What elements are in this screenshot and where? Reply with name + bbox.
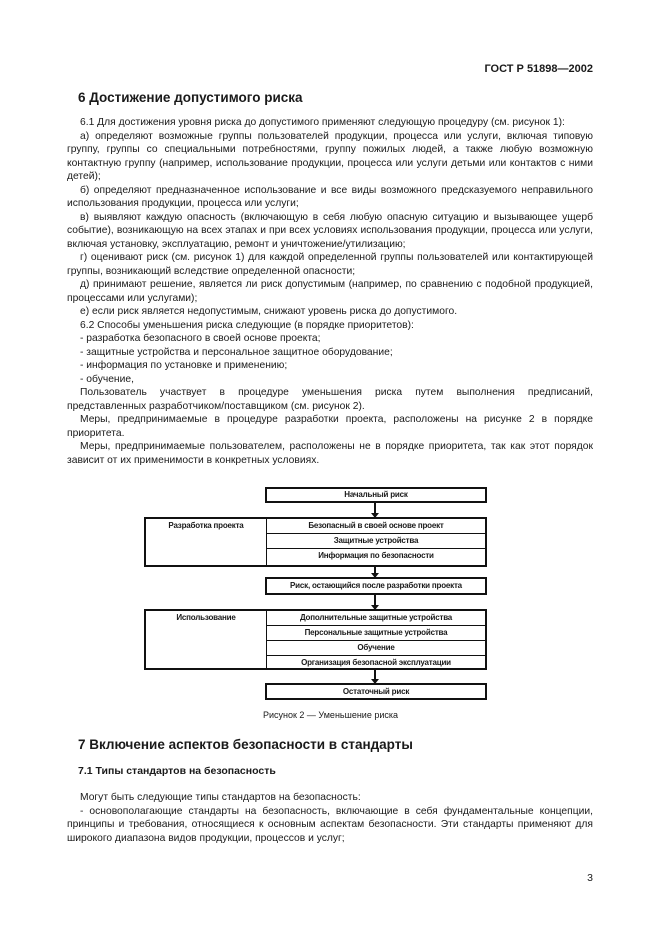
residual-after-design-box: Риск, остающийся после разработки проекта — [265, 577, 487, 595]
section-6-heading: 6 Достижение допустимого риска — [78, 90, 303, 105]
paragraph: д) принимают решение, является ли риск допустимым (например, по сравнению с подобной продукцией, процессами или услугами); — [67, 279, 593, 304]
paragraph: - основополагающие стандарты на безопасность, включающие в себя фундаментальные концепции, принципы и требования, относящиеся к основным аспектам безопасности. Эти стандарты применяют для широкого диапазона видов продукции, процессов и услуг; — [67, 805, 593, 844]
use-item: Персональные защитные устройства — [267, 626, 485, 641]
paragraph: 6.1 Для достижения уровня риска до допустимого применяют следующую процедуру (см. рисунок 1): — [80, 117, 565, 128]
paragraph: - разработка безопасного в своей основе проекта; — [80, 333, 321, 344]
arrow-icon — [374, 503, 376, 517]
figure-caption: Рисунок 2 — Уменьшение риска — [262, 710, 399, 720]
design-item: Информация по безопасности — [318, 551, 434, 560]
use-item: Организация безопасной эксплуатации — [301, 658, 451, 667]
residual-risk-box: Остаточный риск — [265, 683, 487, 700]
paragraph: Меры, предпринимаемые в процедуре разработки проекта, расположены на рисунке 2 в порядке приоритета. — [67, 414, 593, 439]
paragraph: - защитные устройства и персональное защитное оборудование; — [80, 346, 393, 358]
standard-number: ГОСТ Р 51898—2002 — [484, 63, 593, 75]
paragraph: в) выявляют каждую опасность (включающую в себя любую опасную ситуацию и вызывающее ущерб событие), возникающую на всех этапах и при всех условиях использования продукции, процесса или услуги, включая установку, эксплуатацию, ремонт и уничтожение/утилизацию; — [67, 211, 593, 250]
design-group — [144, 517, 487, 567]
section-7-body — [67, 791, 593, 845]
subsection-7-1-heading: 7.1 Типы стандартов на безопасность — [78, 765, 276, 777]
paragraph: Меры, предпринимаемые пользователем, расположены не в порядке приоритета, так как этот порядок зависит от их применимости в конкретных условиях. — [67, 441, 593, 466]
paragraph: - информация по установке и применению; — [80, 360, 288, 371]
paragraph: а) определяют возможные группы пользователей продукции, процесса или услуги, включая типовую группу, группы со специальными потребностями, группу пожилых людей, а также любую возможную контактную группу (например, использование продукции, процесса или услуги детьми или контактов с ними детей); — [67, 130, 593, 182]
paragraph: г) оценивают риск (см. рисунок 1) для каждой определенной группы пользователей или контактирующей группы, возникающий вследствие определенной опасности; — [67, 252, 593, 277]
paragraph: е) если риск является недопустимым, снижают уровень риска до допустимого. — [80, 306, 458, 317]
paragraph: Пользователь участвует в процедуре уменьшения риска путем выполнения предписаний, представленных разработчиком/поставщиком (см. рисунок 2). — [67, 387, 593, 412]
arrow-icon — [374, 595, 376, 609]
section-7-heading: 7 Включение аспектов безопасности в стандарты — [78, 737, 413, 752]
paragraph: - обучение, — [80, 373, 134, 385]
initial-risk-box: Начальный риск — [265, 487, 487, 503]
page-number: 3 — [587, 872, 593, 884]
arrow-icon — [374, 567, 376, 577]
paragraph: Могут быть следующие типы стандартов на безопасность: — [80, 792, 361, 803]
use-group — [144, 609, 487, 670]
paragraph: б) определяют предназначенное использование и все виды возможного предсказуемого неправильного использования продукции, процесса или услуги; — [67, 184, 593, 209]
paragraph: 6.2 Способы уменьшения риска следующие (в порядке приоритетов): — [80, 319, 414, 331]
use-label: Использование — [176, 613, 236, 622]
arrow-icon — [374, 670, 376, 683]
design-item: Безопасный в своей основе проект — [267, 519, 485, 534]
use-item: Обучение — [267, 641, 485, 656]
use-item: Дополнительные защитные устройства — [267, 611, 485, 626]
section-6-body — [67, 116, 593, 467]
design-item: Защитные устройства — [267, 534, 485, 549]
design-label: Разработка проекта — [168, 521, 244, 530]
